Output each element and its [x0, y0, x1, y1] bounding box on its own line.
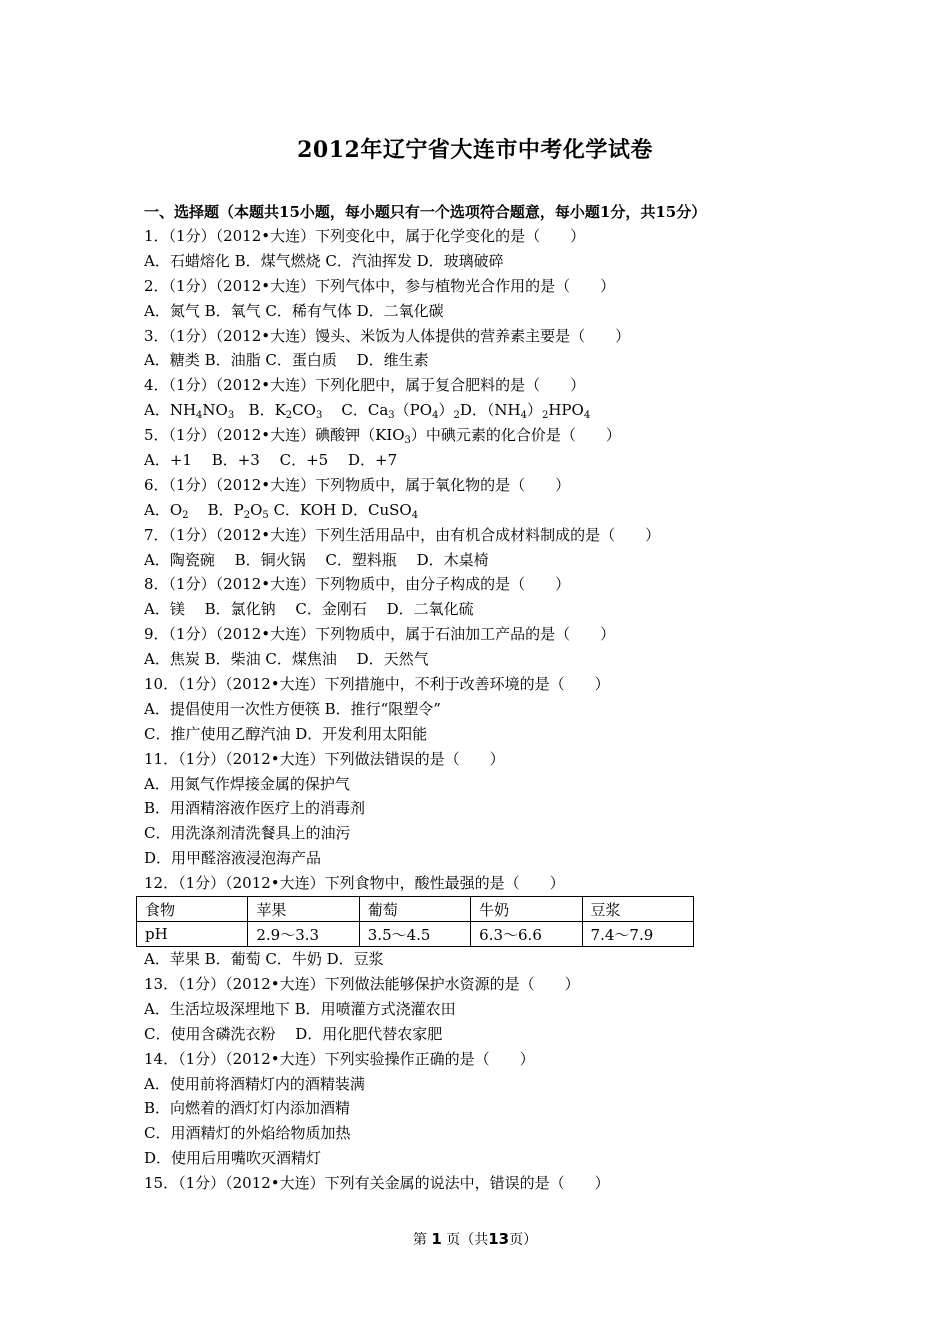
question-11-option-b: B．用酒精溶液作医疗上的消毒剂	[144, 799, 366, 818]
question-1: 1．（1分）（2012•大连）下列变化中，属于化学变化的是（ ）	[144, 227, 586, 245]
table-row	[137, 922, 694, 947]
question-15: 15．（1分）（2012•大连）下列有关金属的说法中，错误的是（ ）	[144, 1174, 610, 1193]
table-cell: 食物	[137, 897, 248, 922]
question-10-options-ab: A．提倡使用一次性方便筷 B．推行“限塑令”	[144, 699, 441, 718]
page-number: 1	[431, 1230, 442, 1248]
table-cell: 豆浆	[582, 897, 693, 922]
table-cell: 苹果	[248, 897, 359, 922]
page-footer: 第 1 页（共13页）	[412, 1230, 538, 1248]
table-cell: 6.3～6.6	[471, 922, 582, 947]
table-header-row	[137, 897, 694, 922]
question-7-options: A．陶瓷碗 B．铜火锅 C．塑料瓶 D．木桌椅	[144, 550, 489, 569]
question-9-options: A．焦炭 B．柴油 C．煤焦油 D．天然气	[144, 650, 429, 669]
question-2-options: A．氮气 B．氧气 C．稀有气体 D．二氧化碳	[144, 301, 444, 320]
question-8-options: A．镁 B．氯化钠 C．金刚石 D．二氧化硫	[144, 600, 474, 619]
page-total: 13	[488, 1230, 510, 1248]
question-11-option-a: A．用氮气作焊接金属的保护气	[144, 774, 350, 793]
question-11-option-c: C．用洗涤剂清洗餐具上的油污	[144, 824, 351, 843]
page-title: 2012年辽宁省大连市中考化学试卷	[297, 137, 653, 163]
question-12: 12．（1分）（2012•大连）下列食物中，酸性最强的是（ ）	[144, 874, 565, 893]
question-13-options-cd: C．使用含磷洗衣粉 D．用化肥代替农家肥	[144, 1024, 443, 1043]
question-1-options: A．石蜡熔化 B．煤气燃烧 C．汽油挥发 D．玻璃破碎	[144, 251, 504, 270]
table-cell: 葡萄	[359, 897, 470, 922]
question-5: 5．（1分）（2012•大连）碘酸钾$(KIO_3)$中碘元素的化合价是（ ）	[144, 426, 621, 447]
option-c-d: C．KOH D．CuSO$_4$	[273, 500, 419, 521]
question-13-options-ab: A．生活垃圾深埋地下 B．用喷灌方式浇灌农田	[144, 999, 456, 1018]
question-6: 6．（1分）（2012•大连）下列物质中，属于氧化物的是（ ）	[144, 475, 571, 494]
question-list	[144, 200, 844, 1196]
question-9: 9．（1分）（2012•大连）下列物质中，属于石油加工产品的是（ ）	[144, 625, 616, 644]
question-3: 3．（1分）（2012•大连）馒头、米饭为人体提供的营养素主要是（ ）	[144, 326, 631, 345]
question-13: 13．（1分）（2012•大连）下列做法能够保护水资源的是（ ）	[144, 974, 580, 993]
table-cell: pH	[137, 922, 248, 947]
question-4: 4．（1分）（2012•大连）下列化肥中，属于复合肥料的是（ ）	[144, 376, 586, 395]
option-b: B．$K_2CO_3$	[248, 401, 323, 422]
table-cell: 3.5～4.5	[359, 922, 470, 947]
option-b: B．$P_2O_5$	[207, 500, 269, 521]
question-14-option-d: D．使用后用嘴吹灭酒精灯	[144, 1149, 322, 1168]
question-4-options	[144, 398, 844, 423]
question-7: 7．（1分）（2012•大连）下列生活用品中，由有机合成材料制成的是（ ）	[144, 525, 661, 544]
table-cell: 2.9～3.3	[248, 922, 359, 947]
option-c: C．$Ca_3(PO_4)_2$	[341, 401, 460, 422]
option-a: A．$NH_4NO_3$	[144, 401, 235, 422]
question-14: 14．（1分）（2012•大连）下列实验操作正确的是（ ）	[144, 1049, 535, 1068]
question-6-options	[144, 498, 844, 523]
table-cell: 牛奶	[471, 897, 582, 922]
question-10-options-cd: C．推广使用乙醇汽油 D．开发利用太阳能	[144, 724, 428, 743]
question-14-option-c: C．用酒精灯的外焰给物质加热	[144, 1124, 351, 1143]
option-a: A．$O_2$	[144, 500, 189, 521]
option-d: D．$(NH_4)_2HPO_4$	[459, 401, 591, 422]
question-2: 2．（1分）（2012•大连）下列气体中，参与植物光合作用的是（ ）	[144, 276, 616, 295]
question-3-options: A．糖类 B．油脂 C．蛋白质 D．维生素	[144, 351, 429, 370]
ph-table	[136, 896, 694, 947]
question-8: 8．（1分）（2012•大连）下列物质中，由分子构成的是（ ）	[144, 575, 571, 594]
question-10: 10．（1分）（2012•大连）下列措施中，不利于改善环境的是（ ）	[144, 675, 610, 694]
table-cell: 7.4～7.9	[582, 922, 693, 947]
question-11: 11．（1分）（2012•大连）下列做法错误的是（ ）	[144, 749, 505, 768]
question-11-option-d: D．用甲醛溶液浸泡海产品	[144, 849, 322, 868]
question-14-option-a: A．使用前将酒精灯内的酒精装满	[144, 1074, 365, 1093]
question-14-option-b: B．向燃着的酒灯灯内添加酒精	[144, 1099, 351, 1118]
question-5-options: A．+1 B．+3 C．+5 D．+7	[144, 451, 398, 470]
question-12-options: A．苹果 B．葡萄 C．牛奶 D．豆浆	[144, 950, 384, 969]
section-header: 一、选择题（本题共15小题，每小题只有一个选项符合题意，每小题1分，共15分）	[144, 203, 707, 221]
